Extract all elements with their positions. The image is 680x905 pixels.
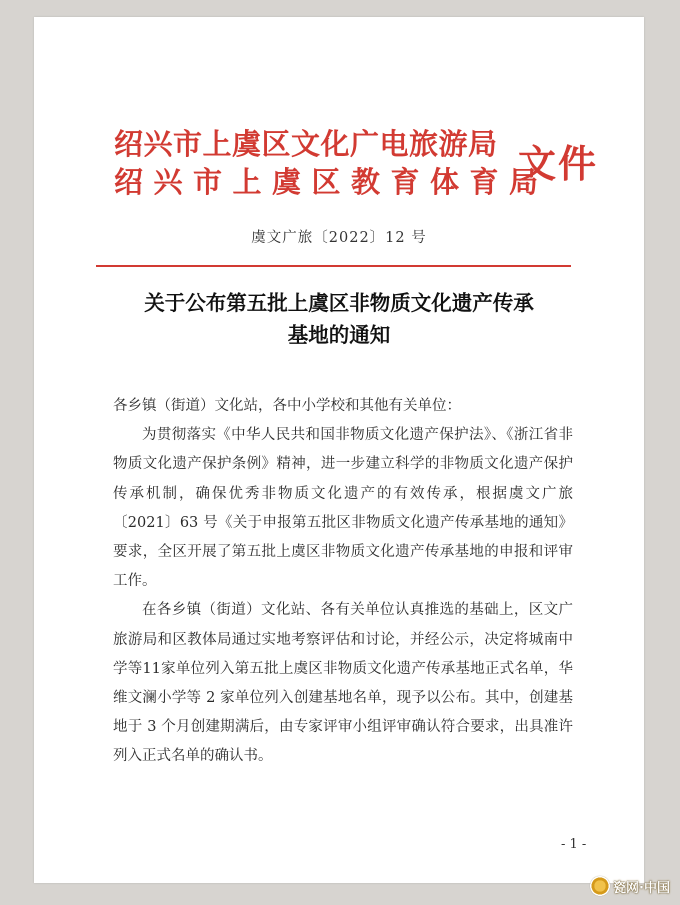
title-line-1: 关于公布第五批上虞区非物质文化遗产传承 (144, 291, 534, 315)
red-divider-line (96, 265, 571, 267)
page-number: - 1 - (561, 837, 587, 852)
porcelain-net-logo-icon (590, 876, 610, 896)
salutation: 各乡镇（街道）文化站，各中小学校和其他有关单位： (113, 398, 461, 414)
issuer-name-education-bureau: 绍兴市上虞区教育体育局 (114, 165, 549, 199)
body-paragraph-2: 在各乡镇（街道）文化站、各有关单位认真推选的基础上，区文广旅游局和区教体局通过实地考察评估和讨论，并经公示，决定将城南中学等11家单位列入第五批上虞区非物质文化遗产传承基地正式名单，华维文澜小学等 2 家单位列入创建基地名单，现予以公布。其中，创建基地于 3 个月创建期满后，由专家评审小组评审确认符合要求，出具准许列入正式名单的确认书。 (113, 602, 573, 765)
document-number: 虞文广旅〔2022〕12 号 (251, 230, 427, 246)
title-line-2: 基地的通知 (287, 323, 391, 347)
body-paragraph-1: 为贯彻落实《中华人民共和国非物质文化遗产保护法》、《浙江省非物质文化遗产保护条例》精神，进一步建立科学的非物质文化遗产保护传承机制，确保优秀非物质文化遗产的有效传承，根据虞文广旅〔2021〕63 号《关于申报第五批区非物质文化遗产传承基地的通知》要求，全区开展了第五批上虞区非物质文化遗产传承基地的申报和评审工作。 (113, 427, 573, 590)
issuer-name-culture-bureau: 绍兴市上虞区文化广电旅游局 (114, 127, 498, 161)
document-title (34, 287, 644, 351)
site-watermark (590, 873, 678, 899)
document-type-label: 文件 (518, 141, 599, 186)
document-body (113, 392, 573, 772)
watermark-text: 瓷网·中国 (613, 880, 670, 896)
document-page (34, 17, 644, 883)
